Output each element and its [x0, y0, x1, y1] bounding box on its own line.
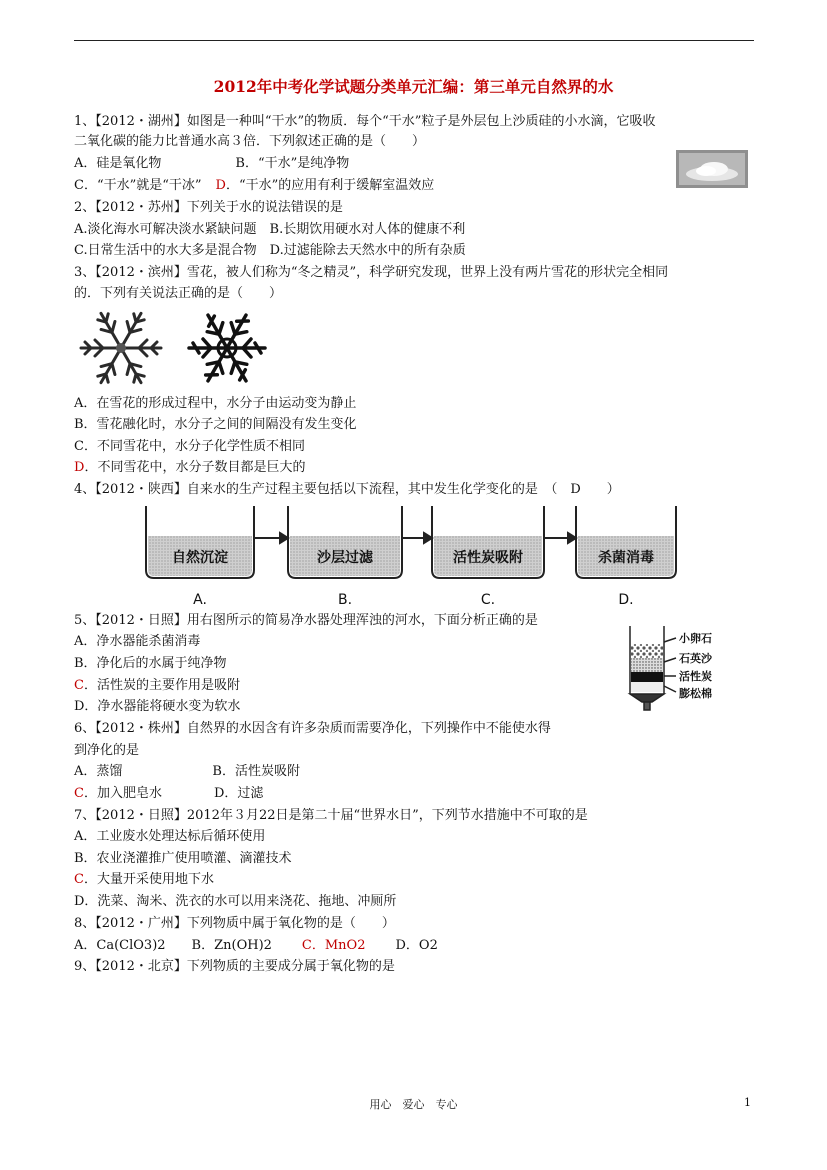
- q2-stem: 2、【2012・苏州】下列关于水的说法错误的是: [74, 200, 343, 215]
- water-treatment-flow-diagram: [140, 500, 680, 612]
- q5-option-c: ．活性炭的主要作用是吸附: [83, 678, 240, 693]
- q1-options-ab: [74, 154, 349, 174]
- tank-d: [576, 506, 676, 578]
- q6-stem-line2: 到净化的是: [74, 743, 140, 758]
- q8-options: [74, 936, 438, 956]
- layer-label-pebbles: 小卵石: [679, 632, 712, 645]
- q3-option-b: B．雪花融化时，水分子之间的间隔没有发生变化: [74, 417, 357, 432]
- q7-answer-letter: C: [74, 872, 84, 887]
- page-number: 1: [744, 1096, 751, 1109]
- q3-option-d: ．不同雪花中，水分子数目都是巨大的: [84, 460, 306, 475]
- q1-option-c: C．“干水”就是“干冰”: [74, 178, 202, 193]
- q7-option-c-line: [74, 870, 214, 890]
- q5-option-d: D．净水器能将硬水变为软水: [74, 699, 241, 714]
- q7-option-b: B．农业浇灌推广使用喷灌、滴灌技术: [74, 851, 292, 866]
- q7-option-c: ．大量开采使用地下水: [83, 872, 214, 887]
- q2-options-ab: A.淡化海水可解决淡水紧缺问题 B.长期饮用硬水对人体的健康不利: [74, 222, 466, 237]
- q9-stem: 9、【2012・北京】下列物质的主要成分属于氧化物的是: [74, 959, 395, 974]
- water-purifier-diagram: [624, 622, 734, 714]
- q2-options-cd: C.日常生活中的水大多是混合物 D.过滤能除去天然水中的所有杂质: [74, 243, 466, 258]
- q3-stem-line1: 3、【2012・滨州】雪花，被人们称为“冬之精灵”，科学研究发现，世界上没有两片雪花的形状完全相同: [74, 265, 669, 280]
- q1-answer-letter: D: [215, 178, 226, 193]
- q6-stem-line1: 6、【2012・株州】自然界的水因含有许多杂质而需要净化，下列操作中不能使水得: [74, 721, 551, 736]
- q6-option-a: A．蒸馏: [74, 764, 123, 779]
- snowflake-image-2: [184, 308, 270, 388]
- q6-answer-letter: C: [74, 786, 84, 801]
- header-rule: [74, 40, 754, 41]
- step-label-b: 沙层过滤: [317, 550, 373, 566]
- q7-option-a: A．工业废水处理达标后循环使用: [74, 829, 266, 844]
- q8-option-c-answer: C．MnO2: [301, 938, 366, 953]
- page-footer: 用心 爱心 专心: [369, 1098, 458, 1111]
- q1-option-b: B．“干水”是纯净物: [235, 156, 350, 171]
- q3-answer-letter: D: [74, 460, 85, 475]
- q5-answer-letter: C: [74, 678, 84, 693]
- step-letter-d: D.: [618, 592, 634, 608]
- q3-option-d-line: [74, 458, 305, 478]
- q4-stem: 4、【2012・陕西】自来水的生产过程主要包括以下流程，其中发生化学变化的是 （ D ）: [74, 482, 620, 497]
- q1-options-cd: [74, 176, 434, 196]
- q3-stem-line2: 的．下列有关说法正确的是（ ）: [74, 286, 283, 301]
- q1-stem-line2: 二氧化碳的能力比普通水高３倍．下列叙述正确的是（ ）: [74, 134, 426, 149]
- q8-option-b: B．Zn(OH)2: [191, 938, 272, 953]
- q5-stem: 5、【2012・日照】用右图所示的简易净水器处理浑浊的河水，下面分析正确的是: [74, 613, 538, 628]
- layer-label-activated-carbon: 活性炭: [679, 670, 712, 683]
- q6-option-c: ．加入肥皂水: [83, 786, 162, 801]
- q5-option-c-line: [74, 676, 240, 696]
- step-letter-a: A.: [193, 592, 207, 608]
- dry-water-photo: [676, 150, 748, 188]
- q8-option-d: D．O2: [395, 938, 438, 953]
- q6-options-ab: [74, 762, 300, 782]
- step-label-d: 杀菌消毒: [598, 550, 654, 566]
- step-letter-b: B.: [337, 592, 353, 608]
- step-label-a: 自然沉淀: [172, 550, 228, 566]
- q5-option-a: A．净水器能杀菌消毒: [74, 634, 201, 649]
- step-label-c: 活性炭吸附: [453, 550, 523, 566]
- tank-c: [432, 506, 544, 578]
- q3-option-c: C．不同雪花中，水分子化学性质不相同: [74, 439, 305, 454]
- q6-options-cd: [74, 784, 263, 804]
- tank-b: [288, 506, 402, 578]
- q6-option-d: D．过滤: [213, 786, 264, 801]
- layer-label-quartz-sand: 石英沙: [679, 652, 712, 665]
- q1-option-d: ．“干水”的应用有利于缓解室温效应: [225, 178, 435, 193]
- q6-option-b: B．活性炭吸附: [212, 764, 300, 779]
- q7-stem: 7、【2012・日照】2012年３月22日是第二十届“世界水日”，下列节水措施中不可取的是: [74, 808, 588, 823]
- tank-a: [146, 506, 254, 578]
- q5-option-b: B．净化后的水属于纯净物: [74, 656, 227, 671]
- q7-option-d: D．洗菜、淘米、洗衣的水可以用来浇花、拖地、冲厕所: [74, 894, 397, 909]
- q8-stem: 8、【2012・广州】下列物质中属于氧化物的是（ ）: [74, 916, 395, 931]
- step-letter-c: C.: [480, 592, 496, 608]
- page-title: 2012年中考化学试题分类单元汇编：第三单元自然界的水: [213, 77, 614, 96]
- q8-option-a: A．Ca(ClO3)2: [74, 938, 166, 953]
- q1-option-a: A．硅是氧化物: [74, 156, 162, 171]
- snowflake-image-1: [76, 308, 166, 388]
- layer-label-cotton: 膨松棉: [679, 687, 712, 700]
- q3-option-a: A．在雪花的形成过程中，水分子由运动变为静止: [74, 396, 357, 411]
- q1-stem-line1: 1、【2012・湖州】如图是一种叫“干水”的物质．每个“干水”粒子是外层包上沙质硅的小水滴，它吸收: [74, 114, 656, 129]
